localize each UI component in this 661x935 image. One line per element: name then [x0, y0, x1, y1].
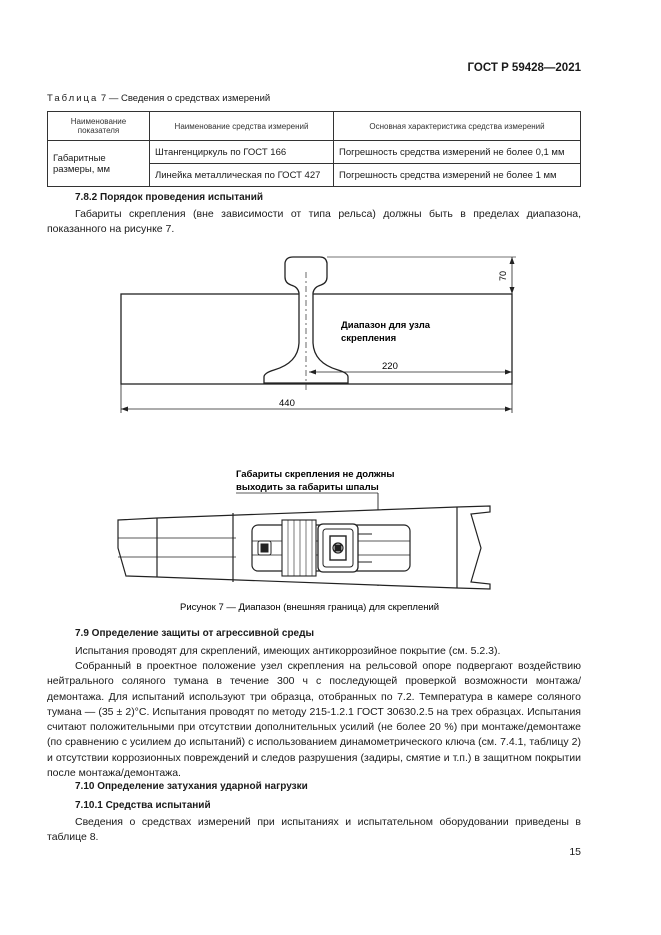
dim-full-label: 440 — [279, 398, 295, 409]
section-7-10-heading: 7.10 Определение затухания ударной нагрузки — [75, 781, 308, 792]
section-7-9-heading: 7.9 Определение защиты от агрессивной среды — [75, 628, 314, 639]
cell-tool: Линейка металлическая по ГОСТ 427 — [150, 164, 334, 187]
section-7-10-1-paragraph: Сведения о средствах измерений при испытаниях и испытательном оборудовании приведены в таблице 8. — [47, 816, 581, 844]
section-7-8-2-paragraph: Габариты скрепления (вне зависимости от типа рельса) должны быть в пределах диапазона, показанного на рисунке 7. — [47, 208, 581, 236]
col-header-tool: Наименование средства измерений — [150, 112, 334, 141]
figure-caption: Рисунок 7 — Диапазон (внешняя граница) для скреплений — [180, 602, 440, 613]
dim-half-label: 220 — [382, 361, 398, 372]
section-7-9-paragraph-1: Испытания проводят для скреплений, имеющих антикоррозийное покрытие (см. 5.2.3). — [75, 645, 501, 657]
dim-height-label: 70 — [498, 270, 508, 281]
note-line2: выходить за габариты шпалы — [236, 482, 379, 493]
page-number: 15 — [569, 846, 581, 858]
col-header-characteristic: Основная характеристика средства измерений — [334, 112, 581, 141]
cell-characteristic: Погрешность средства измерений не более 1 мм — [334, 164, 581, 187]
note-line1: Габариты скрепления не должны — [236, 469, 395, 480]
table-caption-text: 7 — Сведения о средствах измерений — [100, 93, 271, 104]
cell-indicator: Габаритные размеры, мм — [48, 141, 150, 187]
section-7-9-paragraph-2: Собранный в проектное положение узел скрепления на рельсовой опоре подвергают воздействию нейтрального соляного тумана в течение 300 ч с последующей проверкой возможности монтажа/демонтажа. Для испытаний используют три образца, отобранных по 7.2. Температура в камере соляного тумана — (35 ± 2)°С. Испытания проводят по методу 215-1.2.1 ГОСТ 30630.2.5 на трех образцах. Испытания считают положительными при отсутствии дополнительных усилий (не более 20 %) при монтаже/демонтаже (по сравнению с усилием до испытаний) с использованием динамометрического ключа (см. 7.4.1, таблицу 2) и отсутствии коррозионных повреждений и следов разрушения (задиры, смятие и т.п.) в защитном покрытии после монтажа/демонтажа. — [47, 660, 581, 780]
col-header-indicator: Наименование показателя — [48, 112, 150, 141]
section-7-10-1-heading: 7.10.1 Средства испытаний — [75, 800, 211, 811]
standard-header: ГОСТ Р 59428—2021 — [467, 62, 581, 74]
section-7-8-2-heading: 7.8.2 Порядок проведения испытаний — [75, 192, 263, 203]
zone-label-line2: скрепления — [341, 333, 397, 344]
cell-tool: Штангенциркуль по ГОСТ 166 — [150, 141, 334, 164]
table-caption-prefix: Таблица — [47, 93, 99, 104]
zone-label-line1: Диапазон для узла — [341, 320, 431, 331]
cell-characteristic: Погрешность средства измерений не более 0,1 мм — [334, 141, 581, 164]
